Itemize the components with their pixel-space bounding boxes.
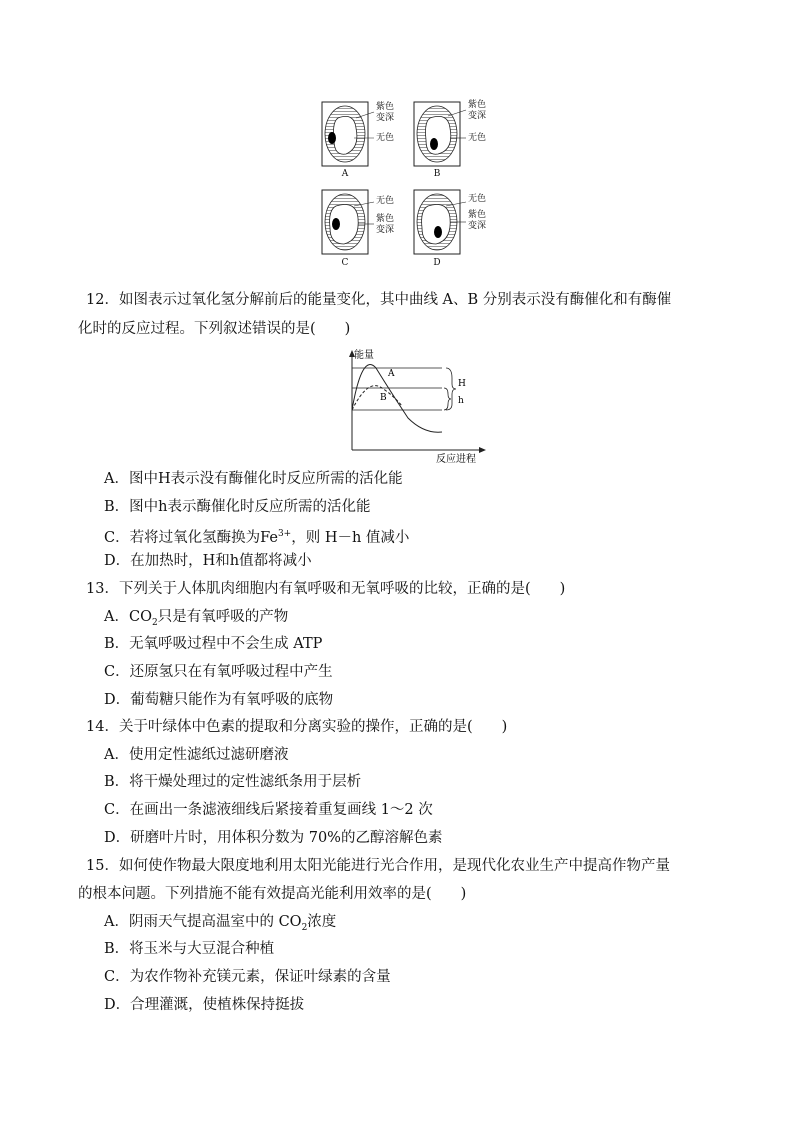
- q12-option-d: D．在加热时，H和h值都将减小: [104, 553, 312, 569]
- cell-panel-c: [322, 190, 374, 254]
- q13-option-c: C．还原氢只在有氧呼吸过程中产生: [104, 664, 333, 680]
- panel-label-b: B: [433, 169, 441, 179]
- q12-option-a: A．图中H表示没有酶催化时反应所需的活化能: [104, 471, 403, 487]
- annotation-d-bottom: 紫色 变深: [468, 210, 487, 231]
- q15-option-c: C．为农作物补充镁元素，保证叶绿素的含量: [104, 969, 391, 985]
- q12-stem-line2: 化时的反应过程。下列叙述错误的是( ): [78, 321, 351, 337]
- q13-stem: 13．下列关于人体肌肉细胞内有氧呼吸和无氧呼吸的比较，正确的是( ): [86, 581, 566, 597]
- q13-option-d: D．葡萄糖只能作为有氧呼吸的底物: [104, 692, 334, 708]
- panel-label-a: A: [341, 169, 349, 179]
- q15-option-b: B．将玉米与大豆混合种植: [104, 941, 275, 957]
- q12-option-b: B．图中h表示酶催化时反应所需的活化能: [104, 499, 371, 515]
- q14-option-c: C．在画出一条滤液细线后紧接着重复画线 1～2 次: [104, 802, 433, 818]
- graph-y-label: 能量: [354, 350, 374, 361]
- annotation-c-top: 无色: [376, 196, 395, 206]
- annotation-a-bottom: 无色: [376, 133, 395, 143]
- cell-panel-a: [322, 102, 374, 166]
- graph-brace-small-h-label: h: [458, 396, 464, 406]
- energy-graph: [338, 348, 488, 466]
- q13-option-a: A．$CO_2$只是有氧呼吸的产物: [104, 609, 289, 628]
- plasmolysis-figure: [316, 98, 506, 273]
- graph-curve-b-label: B: [380, 393, 387, 403]
- q14-option-d: D．研磨叶片时，用体积分数为 70%的乙醇溶解色素: [104, 830, 443, 846]
- q12-stem-line1: 12．如图表示过氧化氢分解前后的能量变化，其中曲线 A、B 分别表示没有酶催化和有酶催: [86, 292, 672, 308]
- q12-option-c: C．若将过氧化氢酶换为$Fe^{3+}$，则 H－h 值减小: [104, 529, 410, 546]
- q14-stem: 14．关于叶绿体中色素的提取和分离实验的操作，正确的是( ): [86, 719, 508, 735]
- annotation-a-top: 紫色 变深: [376, 102, 395, 123]
- graph-brace-h-label: H: [458, 379, 466, 389]
- q15-stem-line2: 的根本问题。下列措施不能有效提高光能利用效率的是( ): [78, 886, 467, 902]
- annotation-c-bottom: 紫色 变深: [376, 214, 395, 235]
- graph-curve-a-label: A: [388, 369, 395, 379]
- q15-stem-line1: 15．如何使作物最大限度地利用太阳光能进行光合作用，是现代化农业生产中提高作物产量: [86, 858, 670, 874]
- q15-option-d: D．合理灌溉，使植株保持挺拔: [104, 997, 305, 1013]
- cell-panel-b: [414, 102, 466, 166]
- panel-label-d: D: [433, 258, 441, 268]
- q13-option-b: B．无氧呼吸过程中不会生成 ATP: [104, 636, 323, 652]
- panel-label-c: C: [341, 258, 349, 268]
- q14-option-b: B．将干燥处理过的定性滤纸条用于层析: [104, 774, 362, 790]
- annotation-b-bottom: 无色: [468, 133, 487, 143]
- graph-x-label: 反应进程: [436, 454, 476, 465]
- cell-diagrams: [316, 98, 506, 273]
- annotation-d-top: 无色: [468, 194, 487, 204]
- cell-panel-d: [414, 190, 466, 254]
- q14-option-a: A．使用定性滤纸过滤研磨液: [104, 747, 289, 763]
- annotation-b-top: 紫色 变深: [468, 100, 487, 121]
- q15-option-a: A．阴雨天气提高温室中的 $CO_2$浓度: [104, 914, 337, 933]
